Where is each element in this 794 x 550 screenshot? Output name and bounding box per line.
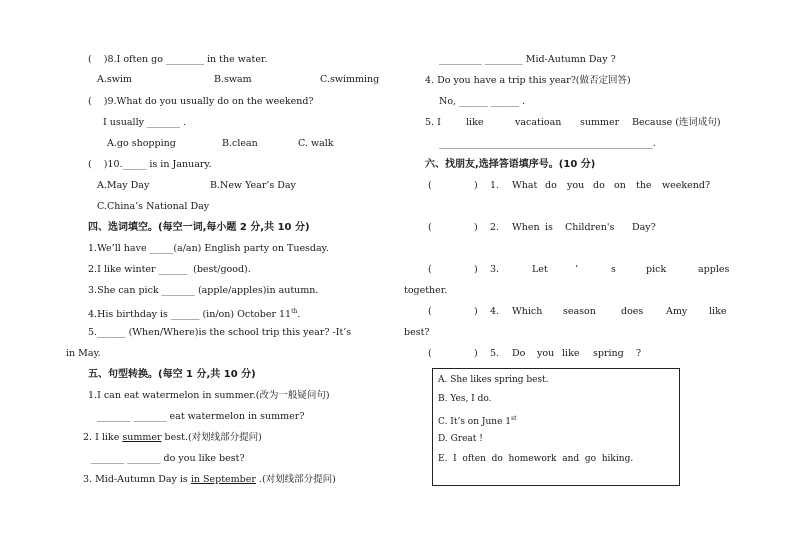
question-8: ( )8.I often go ________ in the water. xyxy=(88,54,268,65)
match-token: ) xyxy=(474,180,478,191)
match-token: ( xyxy=(428,264,432,275)
q8-option-b: B.swam xyxy=(214,74,252,85)
s5-item-5-word: Because (连词成句) xyxy=(632,117,721,128)
s5-item-3-post: .(对划线部分提问) xyxy=(255,474,336,485)
match-token: Amy xyxy=(666,306,688,317)
section-5-title: 五、句型转换。(每空 1 分,共 10 分) xyxy=(88,369,256,380)
match-token: 5. xyxy=(490,348,500,359)
match-token: Which xyxy=(512,306,543,317)
q10-option-c: C.China’s National Day xyxy=(97,201,210,212)
s5-item-1-answer: _______ _______ eat watermelon in summer? xyxy=(97,411,305,422)
q9-option-b: B.clean xyxy=(222,138,258,149)
match-token: do xyxy=(593,180,605,191)
s4-item-4-sup: th xyxy=(291,308,298,315)
s5-item-2-underlined: summer xyxy=(122,432,162,443)
answer-option-c-text: C. It’s on June 1 xyxy=(438,417,511,427)
match-token: you xyxy=(567,180,585,191)
match-token: the xyxy=(636,180,652,191)
s5-item-5-word: summer xyxy=(580,117,620,128)
s4-item-4 xyxy=(88,306,300,321)
answer-option-d: D. Great ! xyxy=(438,434,483,444)
match-token: ? xyxy=(636,348,642,359)
s4-item-4-text: 4.His birthday is ______ (in/on) October 11 xyxy=(88,309,292,321)
s5-item-2 xyxy=(83,432,262,444)
match-token: What xyxy=(512,180,538,191)
s4-item-1: 1.We’ll have _____(a/an) English party on Tuesday. xyxy=(88,243,329,254)
s4-item-5-cont: in May. xyxy=(66,348,101,359)
section-4-title: 四、选词填空。(每空一词,每小题 2 分,共 10 分) xyxy=(88,222,310,233)
question-10: ( )10._____ is in January. xyxy=(88,159,212,170)
match-token: is xyxy=(545,222,553,233)
q9-answer-line: I usually _______ . xyxy=(103,117,187,128)
match-token: Let xyxy=(532,264,548,275)
match-token: does xyxy=(621,306,644,317)
match-token: on xyxy=(614,180,626,191)
section-6-title: 六、找朋友,选择答语填序号。(10 分) xyxy=(425,159,596,170)
s5-item-5-line: _____________________________________________. xyxy=(439,138,656,149)
q10-option-a: A.May Day xyxy=(97,180,150,191)
s5-item-2-pre: 2. I like xyxy=(83,432,123,443)
s4-item-4-end: . xyxy=(297,309,301,321)
s4-item-3: 3.She can pick _______ (apple/apples)in autumn. xyxy=(88,285,319,296)
match-token: ( xyxy=(428,306,432,317)
s5-item-5-word: 5. I xyxy=(425,117,441,128)
q9-option-a: A.go shopping xyxy=(107,138,176,149)
q8-option-a: A.swim xyxy=(97,74,132,85)
match-token: apples xyxy=(698,264,730,275)
s5-item-4: 4. Do you have a trip this year?(做否定回答) xyxy=(425,75,631,86)
match-token: Day? xyxy=(632,222,656,233)
s5-item-3-underlined: in September xyxy=(190,474,256,485)
match-token: s xyxy=(611,264,616,275)
match-token: ) xyxy=(474,306,478,317)
s4-item-2: 2.I like winter ______ (best/good). xyxy=(88,264,251,275)
match-token: do xyxy=(545,180,557,191)
match-token: When xyxy=(512,222,540,233)
match-token: season xyxy=(563,306,596,317)
answer-option-c-sup: st xyxy=(511,415,517,422)
match-item-3-cont: together. xyxy=(404,285,448,296)
match-token: weekend? xyxy=(662,180,711,191)
match-item-4-cont: best? xyxy=(404,327,430,338)
s5-item-5-word: like xyxy=(466,117,484,128)
s5-item-5-word: vacatioan xyxy=(515,117,562,128)
s5-item-3-pre: 3. Mid-Autumn Day is xyxy=(83,474,191,485)
match-token: 1. xyxy=(490,180,500,191)
match-token: 4. xyxy=(490,306,500,317)
match-token: Children's xyxy=(565,222,615,233)
q9-option-c: C. walk xyxy=(298,138,334,149)
match-token: Do xyxy=(512,348,526,359)
match-token: spring xyxy=(593,348,624,359)
q10-option-b: B.New Year’s Day xyxy=(210,180,296,191)
match-token: like xyxy=(562,348,580,359)
answer-option-c xyxy=(438,413,517,428)
answer-option-b: B. Yes, I do. xyxy=(438,394,492,404)
question-9: ( )9.What do you usually do on the weekend? xyxy=(88,96,314,107)
q8-option-c: C.swimming xyxy=(320,74,380,85)
match-token: ) xyxy=(474,348,478,359)
match-token: ( xyxy=(428,180,432,191)
s5-item-2-post: best.(对划线部分提问) xyxy=(161,432,262,443)
answer-option-e: E. I often do homework and go hiking. xyxy=(438,454,634,464)
s5-item-3 xyxy=(83,474,336,486)
match-token: 3. xyxy=(490,264,500,275)
match-token: ( xyxy=(428,348,432,359)
answer-options-box xyxy=(432,368,680,486)
s4-item-5: 5.______ (When/Where)is the school trip this year? -It’s xyxy=(88,327,352,338)
match-token: like xyxy=(709,306,727,317)
s5-item-4-answer: No, ______ ______ . xyxy=(439,96,526,107)
s5-item-3-answer: _________ ________ Mid-Autumn Day ? xyxy=(439,54,616,65)
match-token: 2. xyxy=(490,222,500,233)
s5-item-1: 1.I can eat watermelon in summer.(改为一般疑问句) xyxy=(88,390,330,401)
match-token: ) xyxy=(474,264,478,275)
answer-option-a: A. She likes spring best. xyxy=(438,375,549,385)
match-token: ’ xyxy=(575,264,579,275)
match-token: ) xyxy=(474,222,478,233)
s5-item-2-answer: _______ _______ do you like best? xyxy=(91,453,245,464)
match-token: you xyxy=(537,348,555,359)
match-token: ( xyxy=(428,222,432,233)
match-token: pick xyxy=(646,264,667,275)
